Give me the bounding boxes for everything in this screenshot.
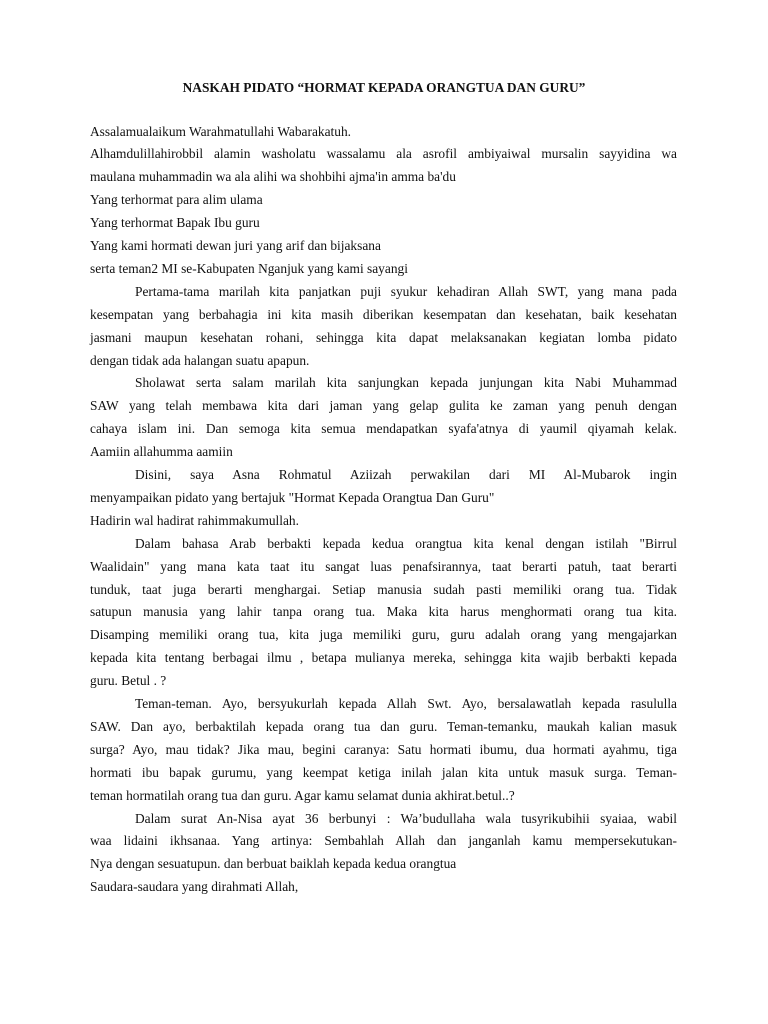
text-line: Yang terhormat para alim ulama [90,192,263,208]
text-line: Assalamualaikum Warahmatullahi Wabarakatuh. [90,123,351,139]
text-line: Disini, saya Asna Rohmatul Aziizah perwakilan dari MI Al-Mubarok ingin [135,467,677,482]
text-line: Nya dengan sesuatupun. dan berbuat baiklah kepada kedua orangtua [90,856,457,872]
text-line: SAW yang telah membawa kita dari jaman yang gelap gulita ke zaman yang penuh dengan [90,398,677,414]
text-line: hormati ibu bapak gurumu, yang keempat ketiga inilah jalan kita untuk masuk surga. Teman- [90,764,677,780]
text-line: Saudara-saudara yang dirahmati Allah, [90,879,299,895]
text-line: waa lidaini ikhsanaa. Yang artinya: Sembahlah Allah dan janganlah kamu mempersekutukan- [90,833,677,849]
text-line: Waalidain" yang mana kata taat itu sangat luas penafsirannya, taat berarti patuh, taat berarti [90,558,677,574]
text-line: tunduk, taat juga berarti menghargai. Setiap manusia sudah pasti memiliki orang tua. Tidak [90,581,677,597]
text-line: maulana muhammadin wa ala alihi wa shohbihi ajma'in amma ba'du [90,169,456,185]
text-line: Disamping memiliki orang tua, kita juga memiliki guru, guru adalah orang yang mengajarkan [90,627,677,643]
text-line: surga? Ayo, mau tidak? Jika mau, begini caranya: Satu hormati ibumu, dua hormati ayahmu, tiga [90,741,677,757]
text-line: Pertama-tama marilah kita panjatkan puji syukur kehadiran Allah SWT, yang mana pada [135,283,677,299]
text-line: Teman-teman. Ayo, bersyukurlah kepada Allah Swt. Ayo, bersalawatlah kepada rasululla [135,696,677,711]
text-line: guru. Betul . ? [90,673,167,689]
text-line: Alhamdulillahirobbil alamin washolatu wassalamu ala asrofil ambiyaiwal mursalin sayyidina wa [90,146,677,162]
text-line: SAW. Dan ayo, berbaktilah kepada orang tua dan guru. Teman-temanku, maukah kalian masuk [90,718,677,734]
text-line: dengan tidak ada halangan suatu apapun. [90,352,310,368]
text-line: menyampaikan pidato yang bertajuk "Hormat Kepada Orangtua Dan Guru" [90,489,495,505]
text-line: Dalam bahasa Arab berbakti kepada kedua orangtua kita kenal dengan istilah "Birrul [135,535,677,551]
text-line: Sholawat serta salam marilah kita sanjungkan kepada junjungan kita Nabi Muhammad [135,375,677,391]
text-line: Yang terhormat Bapak Ibu guru [90,215,260,231]
text-line: cahaya islam ini. Dan semoga kita semua mendapatkan syafa'atnya di yaumil qiyamah kelak. [90,421,677,437]
text-line: Yang kami hormati dewan juri yang arif dan bijaksana [90,238,381,253]
text-line: jasmani maupun kesehatan rohani, sehingga kita dapat melaksanakan kegiatan lomba pidato [90,329,677,345]
text-line: serta teman2 MI se-Kabupaten Nganjuk yang kami sayangi [90,260,408,276]
text-line: kesempatan yang berbahagia ini kita masih diberikan kesempatan dan kesehatan, baik kesehatan [90,306,677,322]
text-line: Aamiin allahumma aamiin [90,444,233,460]
text-line: kepada kita tentang berbagai ilmu , betapa mulianya mereka, sehingga kita wajib berbakti kepada [90,650,677,666]
text-line: satupun manusia yang lahir tanpa orang tua. Maka kita harus menghormati orang tua kita. [90,604,677,620]
text-line: teman hormatilah orang tua dan guru. Agar kamu selamat dunia akhirat.betul..? [90,787,515,803]
text-line: Dalam surat An-Nisa ayat 36 berbunyi : Wa’budullaha wala tusyrikubihii syaiaa, wabil [135,810,677,826]
speech-title: NASKAH PIDATO “HORMAT KEPADA ORANGTUA DAN GURU” [182,80,586,95]
text-line: Hadirin wal hadirat rahimmakumullah. [90,512,299,528]
